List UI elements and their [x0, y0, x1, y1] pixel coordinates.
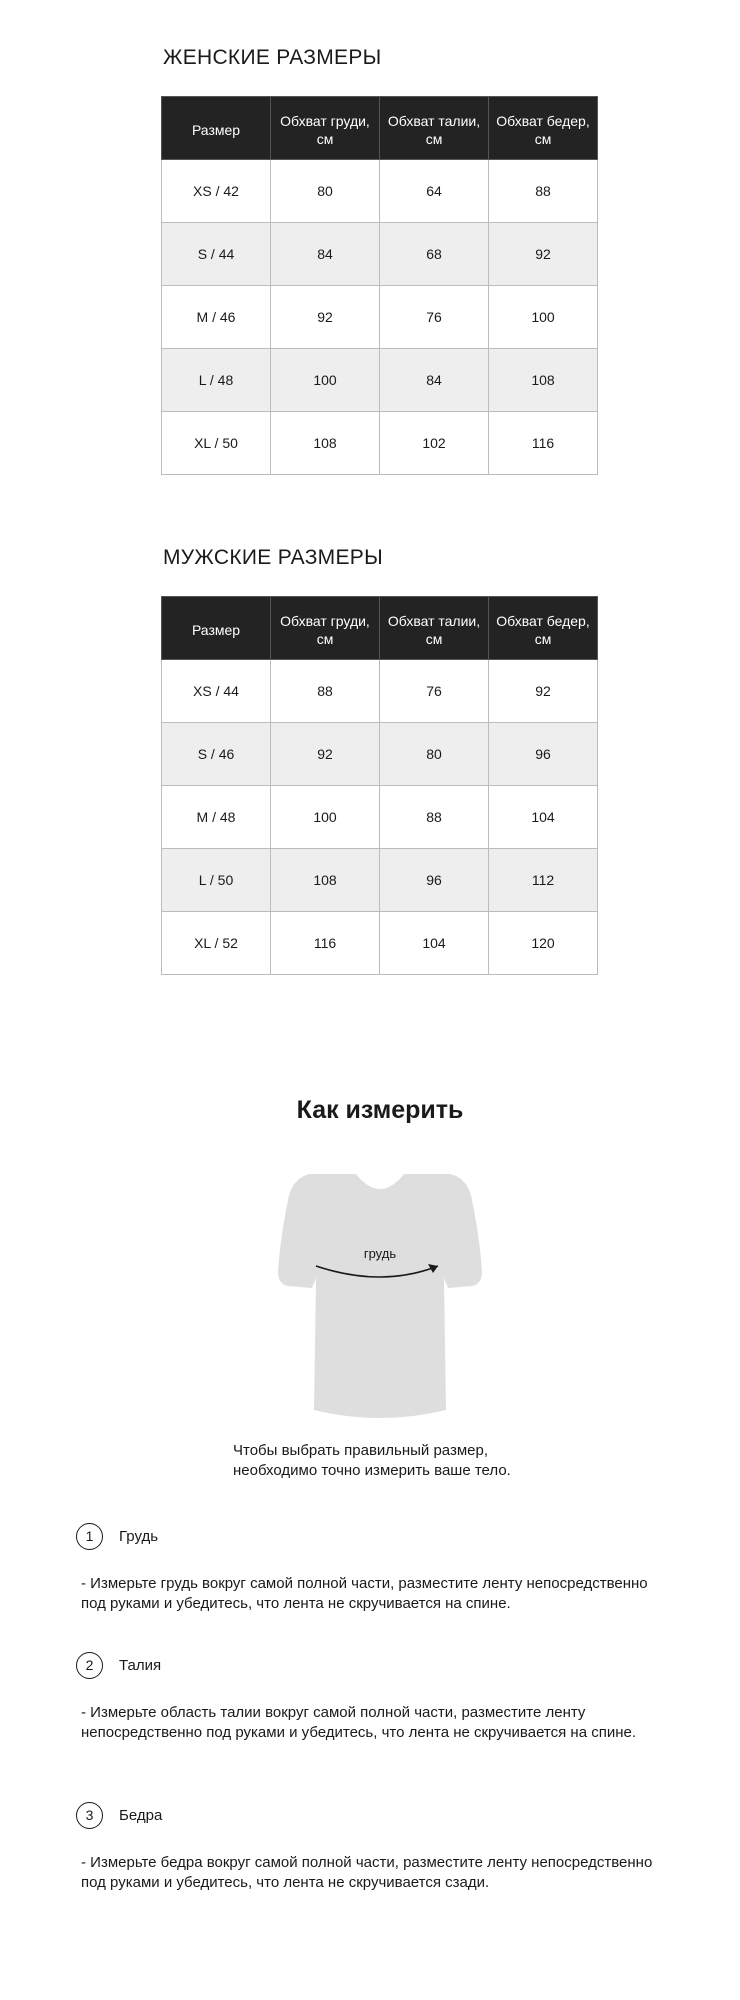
table-row: [162, 160, 598, 223]
men-size-table: [161, 596, 598, 975]
cell-hips: 100: [489, 286, 598, 349]
cell-waist: 104: [380, 912, 489, 975]
cell-waist: 76: [380, 286, 489, 349]
header-chest: Обхват груди, см: [271, 597, 380, 660]
table-row: [162, 723, 598, 786]
cell-chest: 108: [271, 412, 380, 475]
cell-chest: 92: [271, 723, 380, 786]
step-number-badge: 2: [76, 1652, 103, 1679]
cell-waist: 80: [380, 723, 489, 786]
step-name: Грудь: [119, 1527, 159, 1545]
step-name: Талия: [119, 1656, 162, 1674]
intro-text: [233, 1441, 593, 1481]
cell-chest: 108: [271, 849, 380, 912]
cell-waist: 64: [380, 160, 489, 223]
step-description: [81, 1703, 721, 1743]
tshirt-diagram: [270, 1170, 490, 1430]
cell-size: L / 48: [162, 349, 271, 412]
step-line: - Измерьте область талии вокруг самой полной части, разместите ленту: [81, 1704, 586, 1721]
women-section-title: ЖЕНСКИЕ РАЗМЕРЫ: [163, 46, 382, 69]
cell-size: M / 46: [162, 286, 271, 349]
cell-size: L / 50: [162, 849, 271, 912]
cell-waist: 76: [380, 660, 489, 723]
table-row: [162, 786, 598, 849]
intro-line: Чтобы выбрать правильный размер,: [233, 1442, 489, 1459]
header-waist: Обхват талии, см: [380, 97, 489, 160]
cell-hips: 108: [489, 349, 598, 412]
table-header-row: [162, 597, 598, 660]
cell-size: XL / 50: [162, 412, 271, 475]
step-description: [81, 1853, 721, 1893]
cell-chest: 92: [271, 286, 380, 349]
header-chest: Обхват груди, см: [271, 97, 380, 160]
step-line: непосредственно под руками и убедитесь, что лента не скручивается на спине.: [81, 1724, 636, 1741]
step-description: [81, 1574, 721, 1614]
tshirt-shape: [278, 1174, 482, 1418]
header-waist: Обхват талии, см: [380, 597, 489, 660]
women-size-table: [161, 96, 598, 475]
header-size: Размер: [162, 97, 271, 160]
cell-waist: 88: [380, 786, 489, 849]
cell-hips: 88: [489, 160, 598, 223]
step-number-badge: 3: [76, 1802, 103, 1829]
cell-hips: 116: [489, 412, 598, 475]
step-line: - Измерьте бедра вокруг самой полной части, разместите ленту непосредственно: [81, 1854, 653, 1871]
cell-size: S / 46: [162, 723, 271, 786]
header-size: Размер: [162, 597, 271, 660]
table-row: [162, 912, 598, 975]
step-chest: [76, 1522, 716, 1612]
cell-hips: 104: [489, 786, 598, 849]
cell-chest: 100: [271, 349, 380, 412]
cell-chest: 100: [271, 786, 380, 849]
cell-chest: 84: [271, 223, 380, 286]
cell-hips: 92: [489, 660, 598, 723]
cell-hips: 92: [489, 223, 598, 286]
table-row: [162, 849, 598, 912]
step-header: [76, 1801, 716, 1829]
cell-waist: 102: [380, 412, 489, 475]
men-section-title: МУЖСКИЕ РАЗМЕРЫ: [163, 546, 383, 569]
step-number-badge: 1: [76, 1523, 103, 1550]
cell-hips: 120: [489, 912, 598, 975]
table-header-row: [162, 97, 598, 160]
cell-waist: 68: [380, 223, 489, 286]
cell-hips: 96: [489, 723, 598, 786]
step-name: Бедра: [119, 1806, 163, 1824]
step-waist: [76, 1651, 716, 1741]
cell-size: XS / 42: [162, 160, 271, 223]
chest-label: грудь: [363, 1246, 397, 1261]
table-row: [162, 660, 598, 723]
header-hips: Обхват бедер, см: [489, 597, 598, 660]
cell-size: M / 48: [162, 786, 271, 849]
step-header: [76, 1522, 716, 1550]
table-row: [162, 349, 598, 412]
step-line: под руками и убедитесь, что лента не скручивается сзади.: [81, 1874, 490, 1891]
cell-waist: 96: [380, 849, 489, 912]
table-row: [162, 286, 598, 349]
cell-chest: 80: [271, 160, 380, 223]
cell-size: XS / 44: [162, 660, 271, 723]
cell-size: S / 44: [162, 223, 271, 286]
step-hips: [76, 1801, 716, 1891]
header-hips: Обхват бедер, см: [489, 97, 598, 160]
cell-waist: 84: [380, 349, 489, 412]
cell-chest: 88: [271, 660, 380, 723]
cell-size: XL / 52: [162, 912, 271, 975]
step-header: [76, 1651, 716, 1679]
step-line: под руками и убедитесь, что лента не скручивается на спине.: [81, 1595, 511, 1612]
how-to-measure-title: Как измерить: [296, 1096, 464, 1124]
intro-line: необходимо точно измерить ваше тело.: [233, 1462, 511, 1479]
table-row: [162, 412, 598, 475]
step-line: - Измерьте грудь вокруг самой полной части, разместите ленту непосредственно: [81, 1575, 648, 1592]
table-row: [162, 223, 598, 286]
cell-chest: 116: [271, 912, 380, 975]
cell-hips: 112: [489, 849, 598, 912]
